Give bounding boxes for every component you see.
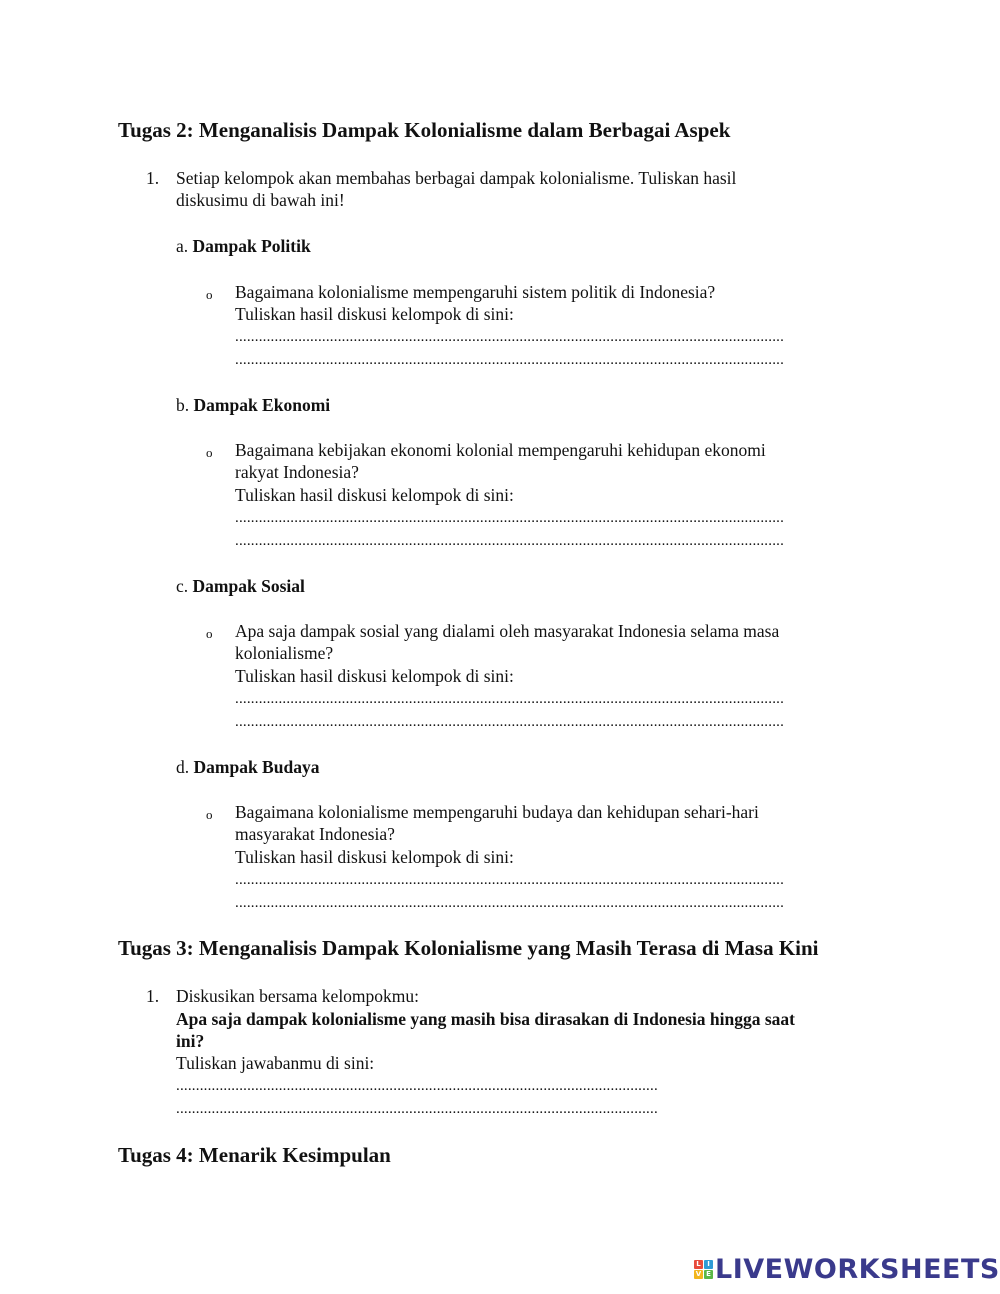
section-a-question: Bagaimana kolonialisme mempengaruhi sistem politik di Indonesia? [235, 282, 716, 302]
section-c-name: Dampak Sosial [192, 576, 305, 596]
section-c-answer-line-2[interactable]: ........................................................................................................................................... [235, 714, 785, 730]
logo-square-i: I [704, 1260, 713, 1269]
section-d-name: Dampak Budaya [193, 757, 320, 777]
liveworksheets-logo [694, 1252, 1000, 1286]
tugas3-prompt: Tuliskan jawabanmu di sini: [176, 1053, 375, 1073]
tugas2-item-line2: diskusimu di bawah ini! [176, 190, 345, 210]
tugas3-intro: Diskusikan bersama kelompokmu: [176, 986, 420, 1006]
section-b-name: Dampak Ekonomi [193, 395, 331, 415]
tugas2-item-number: 1. [146, 168, 160, 188]
section-d-question-line2: masyarakat Indonesia? [235, 824, 395, 844]
logo-text: LIVEWORKSHEETS [715, 1253, 1000, 1285]
section-a-prompt: Tuliskan hasil diskusi kelompok di sini: [235, 304, 514, 324]
tugas3-question-line1: Apa saja dampak kolonialisme yang masih bisa dirasakan di Indonesia hingga saat [176, 1009, 795, 1029]
section-d-prompt: Tuliskan hasil diskusi kelompok di sini: [235, 847, 514, 867]
section-d-answer-line-1[interactable]: ........................................................................................................................................... [235, 872, 785, 888]
section-b-bullet: o [206, 445, 213, 460]
section-b-letter: b. [176, 395, 190, 415]
section-a-name: Dampak Politik [192, 236, 311, 256]
section-c-prompt: Tuliskan hasil diskusi kelompok di sini: [235, 666, 514, 686]
logo-squares-icon [694, 1260, 713, 1279]
section-d-title [176, 756, 319, 778]
section-b-question-line1: Bagaimana kebijakan ekonomi kolonial mempengaruhi kehidupan ekonomi [235, 440, 766, 460]
tugas4-heading: Tugas 4: Menarik Kesimpulan [118, 1143, 391, 1167]
section-a-title [176, 235, 311, 257]
tugas3-answer-line-2[interactable]: .......................................................................................................................... [176, 1101, 658, 1117]
section-b-prompt: Tuliskan hasil diskusi kelompok di sini: [235, 485, 514, 505]
logo-square-l: L [694, 1260, 703, 1269]
tugas3-question-line2: ini? [176, 1031, 205, 1051]
section-c-title [176, 575, 305, 597]
section-d-answer-line-2[interactable]: ........................................................................................................................................... [235, 895, 785, 911]
section-a-answer-line-1[interactable]: ........................................................................................................................................... [235, 329, 785, 345]
section-b-answer-line-1[interactable]: ........................................................................................................................................... [235, 510, 785, 526]
section-a-letter: a. [176, 236, 189, 256]
section-c-bullet: o [206, 626, 213, 641]
logo-square-v: V [695, 1269, 702, 1278]
tugas2-heading: Tugas 2: Menganalisis Dampak Kolonialisme dalam Berbagai Aspek [118, 118, 731, 142]
section-c-question-line2: kolonialisme? [235, 643, 334, 663]
section-a-answer-line-2[interactable]: ........................................................................................................................................... [235, 352, 785, 368]
tugas3-item-number: 1. [146, 986, 160, 1006]
section-d-bullet: o [206, 807, 213, 822]
section-d-letter: d. [176, 757, 190, 777]
section-d-question-line1: Bagaimana kolonialisme mempengaruhi budaya dan kehidupan sehari-hari [235, 802, 759, 822]
tugas3-answer-line-1[interactable]: .......................................................................................................................... [176, 1078, 658, 1094]
logo-square-e: E [704, 1270, 713, 1279]
tugas2-item-line1: Setiap kelompok akan membahas berbagai dampak kolonialisme. Tuliskan hasil [176, 168, 737, 188]
section-b-title [176, 394, 330, 416]
section-c-letter: c. [176, 576, 189, 596]
section-a-bullet: o [206, 287, 213, 302]
section-b-answer-line-2[interactable]: ........................................................................................................................................... [235, 533, 785, 549]
tugas3-heading: Tugas 3: Menganalisis Dampak Kolonialisme yang Masih Terasa di Masa Kini [118, 936, 819, 960]
section-c-question-line1: Apa saja dampak sosial yang dialami oleh masyarakat Indonesia selama masa [235, 621, 780, 641]
section-b-question-line2: rakyat Indonesia? [235, 462, 359, 482]
section-c-answer-line-1[interactable]: ........................................................................................................................................... [235, 691, 785, 707]
